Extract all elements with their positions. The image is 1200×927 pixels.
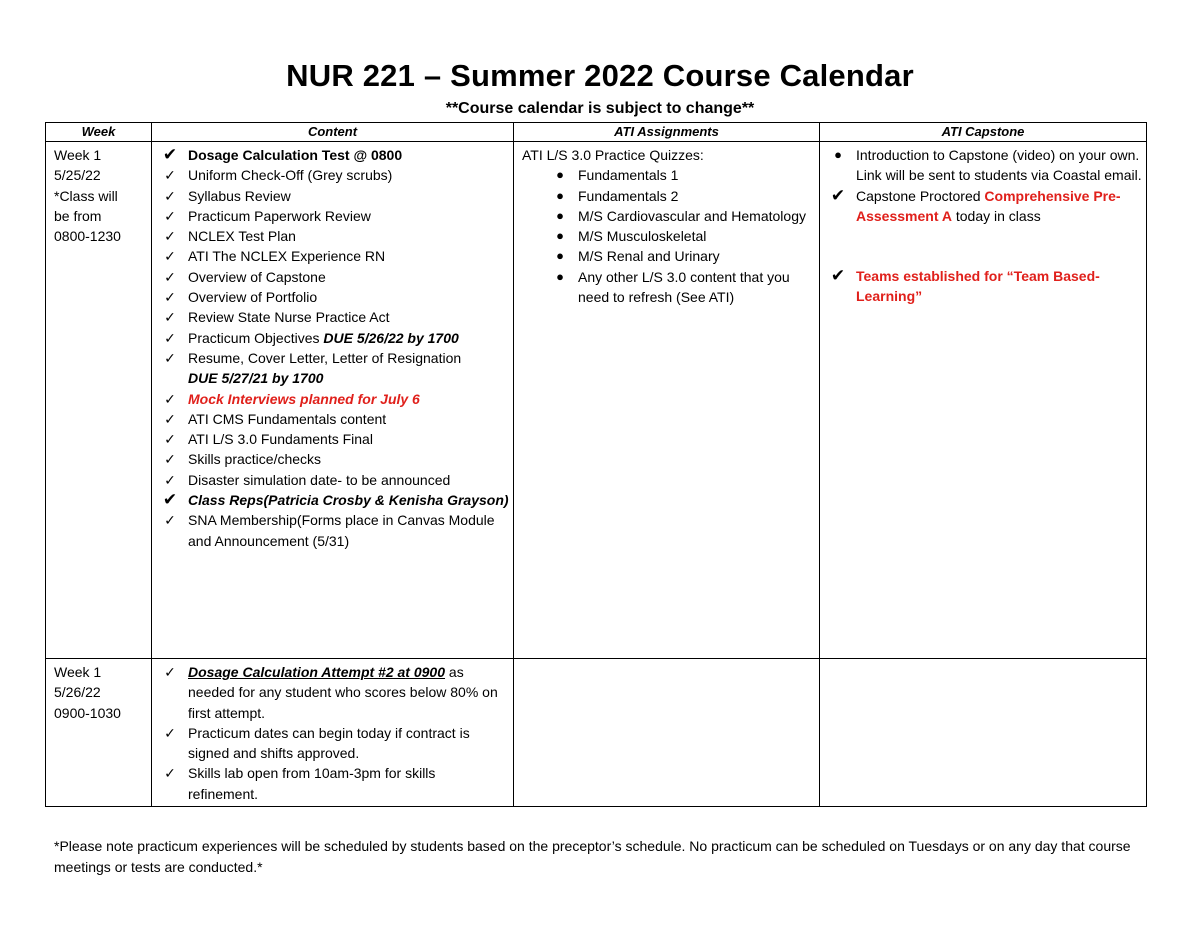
check-icon: ✓ xyxy=(164,309,176,326)
list-item: ✓ Dosage Calculation Attempt #2 at 0900 as needed for any student who scores below 80% on first attempt. xyxy=(160,662,509,723)
check-icon: ✓ xyxy=(164,512,176,529)
week-date: 5/25/22 xyxy=(54,167,101,184)
week-time: 0900-1030 xyxy=(54,704,121,721)
list-item: ● Fundamentals 1 xyxy=(522,165,815,185)
table-row xyxy=(46,142,1147,659)
check-icon: ✓ xyxy=(164,187,176,204)
ati-capstone-cell xyxy=(820,142,1147,659)
ati-intro: ATI L/S 3.0 Practice Quizzes: xyxy=(522,147,704,163)
list-item: ● Any other L/S 3.0 content that you need to refresh (See ATI) xyxy=(522,267,815,308)
check-icon: ✓ xyxy=(164,471,176,488)
ati-capstone-cell xyxy=(820,659,1147,807)
ati-assignments-cell xyxy=(514,142,820,659)
table-header-row xyxy=(46,123,1147,142)
header-content: Content xyxy=(152,123,514,142)
check-icon: ✔ xyxy=(162,490,178,510)
course-calendar-table xyxy=(45,122,1147,807)
list-item: ✔ Capstone Proctored Comprehensive Pre-Assessment A today in class xyxy=(828,186,1142,227)
content-list xyxy=(160,662,509,804)
list-item: ✓ ATI The NCLEX Experience RN xyxy=(160,246,509,266)
page-subtitle: **Course calendar is subject to change** xyxy=(445,100,755,117)
check-icon: ✓ xyxy=(164,724,176,741)
list-item: ✔ Dosage Calculation Test @ 0800 xyxy=(160,145,509,165)
header-ati-capstone: ATI Capstone xyxy=(820,123,1147,142)
bullet-icon: ● xyxy=(556,248,564,264)
list-item: ● M/S Cardiovascular and Hematology xyxy=(522,206,815,226)
list-item: ✓ Review State Nurse Practice Act xyxy=(160,307,509,327)
week-time: 0800-1230 xyxy=(54,228,121,245)
list-item: ✔ Teams established for “Team Based-Learning” xyxy=(828,266,1142,307)
list-item: ✔ Class Reps(Patricia Crosby & Kenisha Grayson) xyxy=(160,490,509,510)
page-title: NUR 221 – Summer 2022 Course Calendar xyxy=(286,58,914,93)
list-item: ✓ Skills practice/checks xyxy=(160,449,509,469)
check-icon: ✔ xyxy=(162,145,178,164)
ati-list xyxy=(522,165,815,307)
list-item: ✓ Mock Interviews planned for July 6 xyxy=(160,389,509,409)
week-label: Week 1 xyxy=(54,147,102,163)
list-item: ✓ Overview of Capstone xyxy=(160,267,509,287)
bullet-icon: ● xyxy=(834,147,842,162)
list-item: ✓ Uniform Check-Off (Grey scrubs) xyxy=(160,165,509,185)
week-cell xyxy=(46,659,152,807)
week-note: *Class will xyxy=(54,187,118,204)
check-icon: ✓ xyxy=(164,167,176,184)
list-item: ✓ Practicum Paperwork Review xyxy=(160,206,509,226)
spacer xyxy=(828,246,1142,266)
list-item: ✓ Practicum Objectives DUE 5/26/22 by 1700 xyxy=(160,328,509,348)
check-icon: ✓ xyxy=(164,268,176,285)
check-icon: ✓ xyxy=(164,289,176,306)
list-item: ✓ Syllabus Review xyxy=(160,186,509,206)
content-cell xyxy=(152,142,514,659)
list-item: ● Fundamentals 2 xyxy=(522,186,815,206)
check-icon: ✓ xyxy=(164,431,176,448)
bullet-icon: ● xyxy=(556,167,564,183)
list-item: ✓ Skills lab open from 10am-3pm for skills refinement. xyxy=(160,763,509,804)
bullet-icon: ● xyxy=(556,268,564,284)
week-cell xyxy=(46,142,152,659)
check-icon: ✔ xyxy=(830,266,846,286)
check-icon: ✓ xyxy=(164,664,176,680)
list-item: ✓ SNA Membership(Forms place in Canvas Module and Announcement (5/31) xyxy=(160,510,509,551)
week-label: Week 1 xyxy=(54,664,102,680)
check-icon: ✓ xyxy=(164,349,176,366)
table-row xyxy=(46,659,1147,807)
list-item: ✓ Overview of Portfolio xyxy=(160,287,509,307)
check-icon: ✓ xyxy=(164,228,176,245)
bullet-icon: ● xyxy=(556,187,564,203)
list-item: ✓ ATI L/S 3.0 Fundaments Final xyxy=(160,429,509,449)
list-item: ✓ Disaster simulation date- to be announced xyxy=(160,470,509,490)
list-item: ● M/S Musculoskeletal xyxy=(522,226,815,246)
ati-assignments-cell xyxy=(514,659,820,807)
bullet-icon: ● xyxy=(556,228,564,244)
check-icon: ✓ xyxy=(164,410,176,427)
spacer xyxy=(828,226,1142,246)
content-cell xyxy=(152,659,514,807)
bullet-icon: ● xyxy=(556,207,564,223)
content-list xyxy=(160,145,509,551)
check-icon: ✓ xyxy=(164,248,176,265)
list-item: ● M/S Renal and Urinary xyxy=(522,246,815,266)
check-icon: ✓ xyxy=(164,329,176,346)
check-icon: ✓ xyxy=(164,451,176,468)
week-note: be from xyxy=(54,207,102,224)
list-item: ● Introduction to Capstone (video) on your own. Link will be sent to students via Coastal email. xyxy=(828,145,1142,186)
check-icon: ✓ xyxy=(164,390,176,407)
capstone-list xyxy=(828,145,1142,307)
list-item: ✓ Resume, Cover Letter, Letter of Resignation DUE 5/27/21 by 1700 xyxy=(160,348,509,389)
check-icon: ✓ xyxy=(164,207,176,224)
footnote: *Please note practicum experiences will be scheduled by students based on the preceptor’s schedule. No practicum can be scheduled on Tuesdays or on any day that course meetings or tests are conducted.* xyxy=(54,838,1131,875)
week-date: 5/26/22 xyxy=(54,684,101,701)
check-icon: ✔ xyxy=(830,185,846,205)
header-week: Week xyxy=(46,123,152,142)
list-item: ✓ ATI CMS Fundamentals content xyxy=(160,409,509,429)
list-item: ✓ Practicum dates can begin today if contract is signed and shifts approved. xyxy=(160,723,509,764)
list-item: ✓ NCLEX Test Plan xyxy=(160,226,509,246)
header-ati-assignments: ATI Assignments xyxy=(514,123,820,142)
check-icon: ✓ xyxy=(164,765,176,782)
